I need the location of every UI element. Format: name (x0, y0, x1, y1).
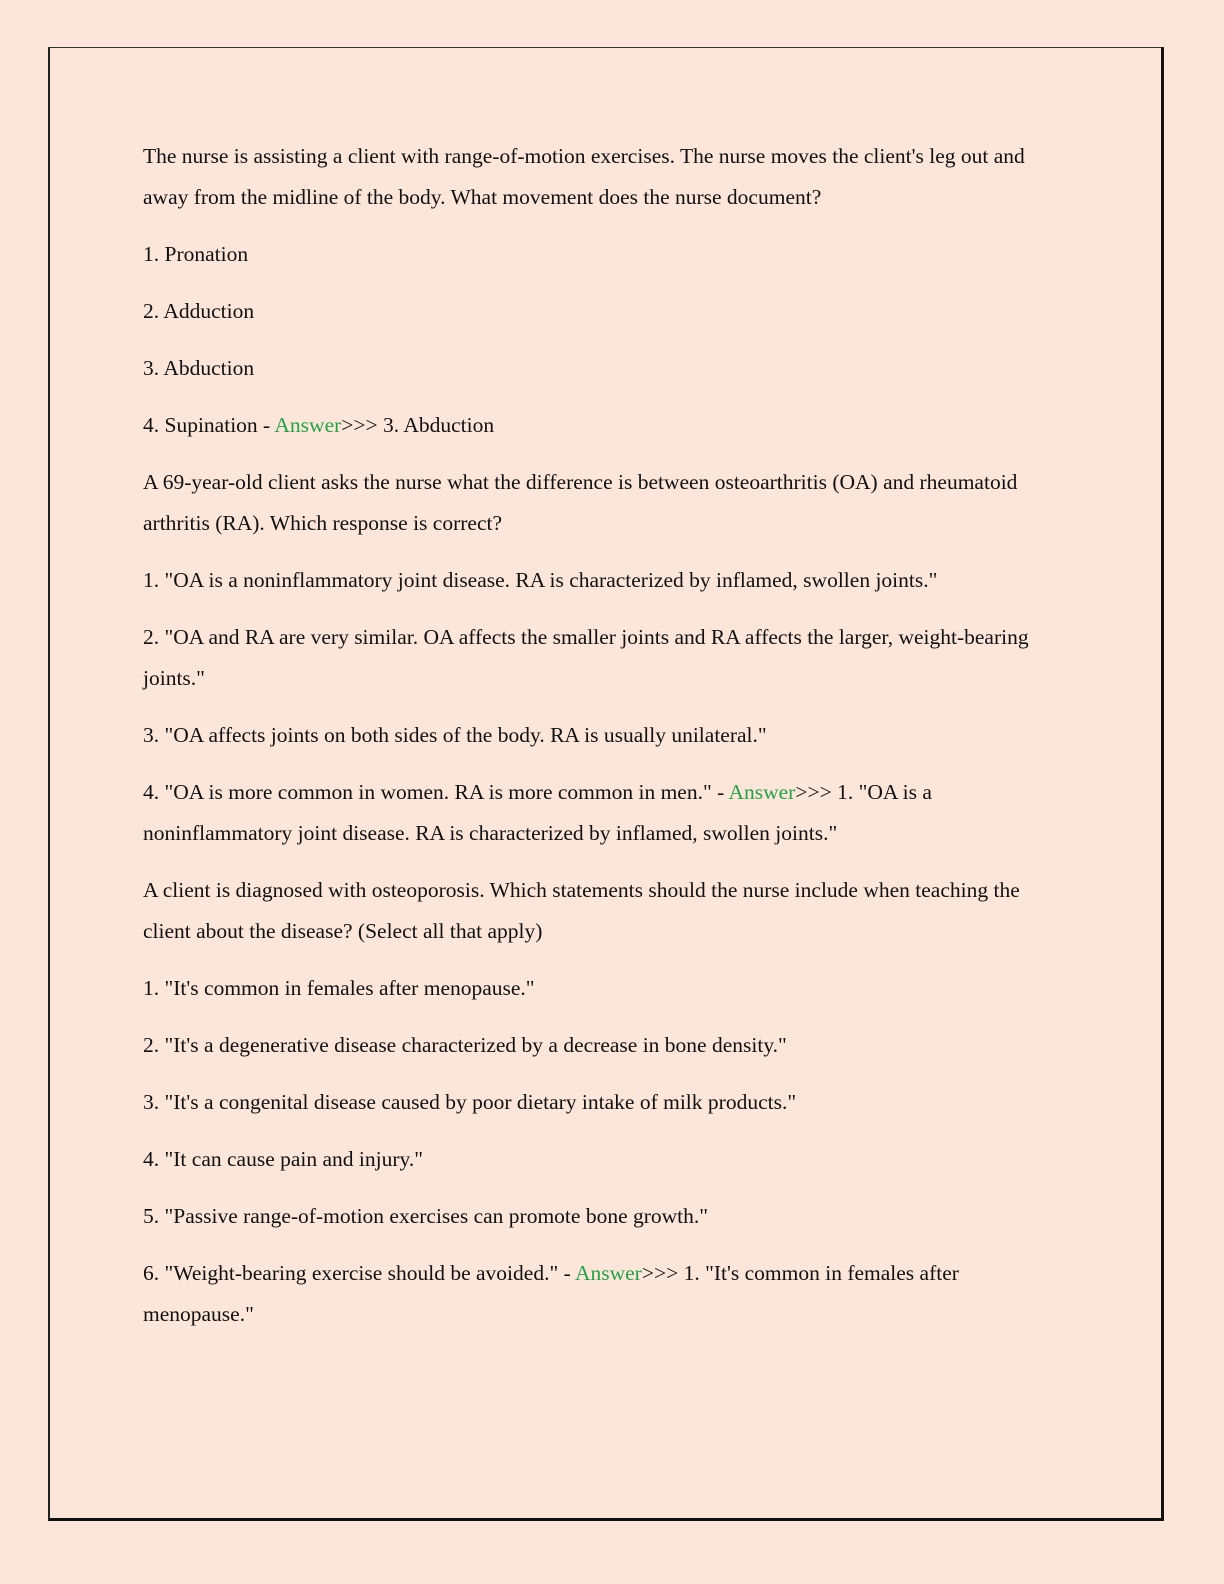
question-text: The nurse is assisting a client with range-of-motion exercises. The nurse moves the client's leg out and away from the midline of the body. What movement does the nurse document? (143, 144, 1025, 209)
answer-option-with-answer (143, 772, 1068, 854)
question-text: A 69-year-old client asks the nurse what the difference is between osteoarthritis (OA) and rheumatoid arthritis (RA). Which response is correct? (143, 470, 1018, 535)
option-text: 4. Supination - (143, 413, 275, 437)
answer-option: 4. "It can cause pain and injury." (143, 1147, 424, 1171)
answer-label: Answer (574, 1261, 642, 1285)
option-text: 6. "Weight-bearing exercise should be avoided." - (143, 1261, 575, 1285)
answer-option-with-answer (143, 405, 1068, 446)
answer-option: 2. "OA and RA are very similar. OA affects the smaller joints and RA affects the larger, weight-bearing joints." (143, 625, 1029, 690)
question-text: A client is diagnosed with osteoporosis. Which statements should the nurse include when teaching the client about the disease? (Select all that apply) (143, 878, 1020, 943)
answer-option: 3. "OA affects joints on both sides of the body. RA is usually unilateral." (143, 723, 767, 747)
answer-label: Answer (728, 780, 796, 804)
answer-text: >>> 3. Abduction (341, 413, 495, 437)
answer-text: >>> 1. "OA is a noninflammatory joint disease. RA is characterized by inflamed, swollen joints." (143, 780, 932, 845)
answer-label: Answer (274, 413, 342, 437)
answer-option: 2. Adduction (143, 299, 255, 323)
answer-option: 1. Pronation (143, 242, 249, 266)
answer-option: 1. "It's common in females after menopause." (143, 976, 535, 1000)
document-content (143, 136, 1068, 1351)
answer-option: 3. "It's a congenital disease caused by poor dietary intake of milk products." (143, 1090, 797, 1114)
answer-option-with-answer (143, 1253, 1068, 1335)
answer-option: 1. "OA is a noninflammatory joint disease. RA is characterized by inflamed, swollen joints." (143, 568, 938, 592)
option-text: 4. "OA is more common in women. RA is more common in men." - (143, 780, 729, 804)
answer-option: 2. "It's a degenerative disease characterized by a decrease in bone density." (143, 1033, 787, 1057)
answer-option: 5. "Passive range-of-motion exercises can promote bone growth." (143, 1204, 709, 1228)
answer-text: >>> 1. "It's common in females after menopause." (143, 1261, 959, 1326)
answer-option: 3. Abduction (143, 356, 255, 380)
